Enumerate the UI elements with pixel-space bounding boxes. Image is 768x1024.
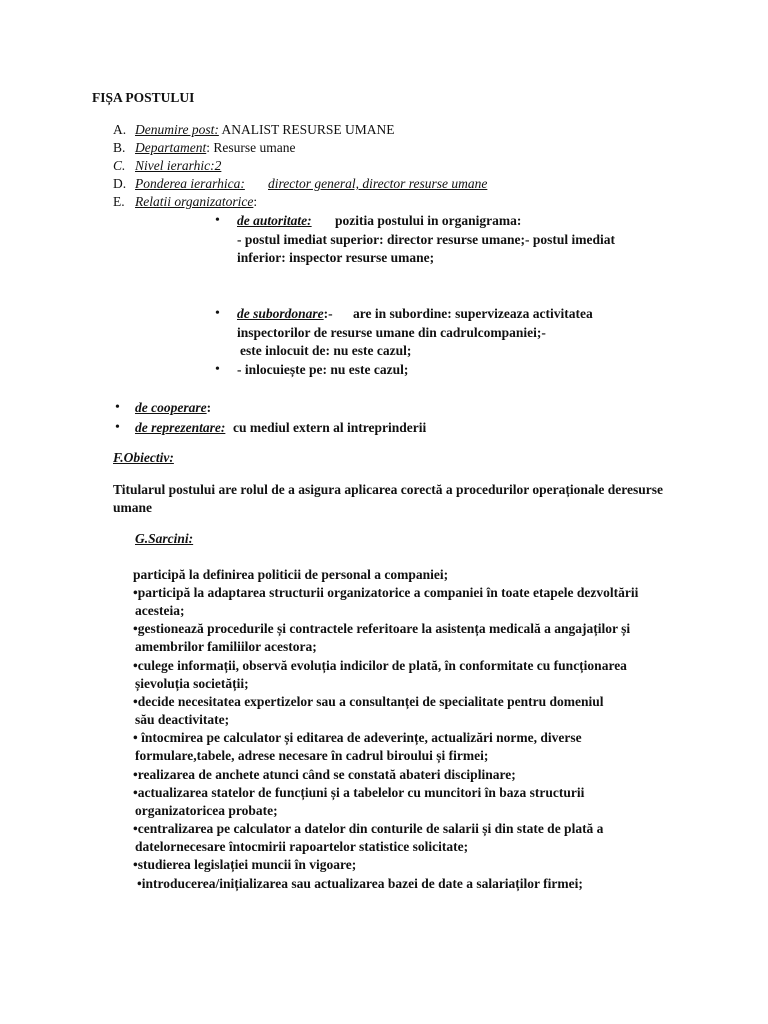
item-a-value: ANALIST RESURSE UMANE <box>218 122 395 137</box>
item-d-value: director general, director resurse umane <box>268 176 488 191</box>
subordonare-line3: este inlocuit de: nu este cazul; <box>240 343 412 358</box>
task-line: participă la definirea politicii de personal a companiei; <box>133 567 449 582</box>
item-e-marker: E. <box>113 194 125 209</box>
task-line: său deactivitate; <box>135 712 230 727</box>
subordonare-text: are in subordine: supervizeaza activitatea <box>353 306 593 321</box>
task-line: •centralizarea pe calculator a datelor din conturile de salarii și din state de plată a <box>133 821 604 836</box>
cooperare-sep: : <box>206 400 212 415</box>
task-line: șievoluția societății; <box>135 676 249 691</box>
item-b-value: : Resurse umane <box>206 140 296 155</box>
autoritate-line2: - postul imediat superior: director resurse umane;- postul imediat <box>237 232 615 247</box>
task-line: acesteia; <box>135 603 185 618</box>
autoritate-text: pozitia postului in organigrama: <box>335 213 522 228</box>
item-c-marker: C. <box>113 158 126 173</box>
item-a-label: Denumire post: <box>135 122 219 137</box>
objective-line2: umane <box>113 500 153 515</box>
document-title: FIȘA POSTULUI <box>92 90 195 105</box>
task-line: •actualizarea statelor de funcțiuni și a tabelelor cu muncitori în baza structurii <box>133 785 585 800</box>
bullet-icon: • <box>215 213 220 228</box>
item-d-label: Ponderea ierarhica: <box>135 176 245 191</box>
task-line: organizatoricea probate; <box>135 803 278 818</box>
item-e-value: : <box>253 194 258 209</box>
item-c-label: Nivel ierarhic:2 <box>135 158 222 173</box>
item-a <box>135 121 395 139</box>
objective-heading: F.Obiectiv: <box>113 450 174 465</box>
bullet-icon: • <box>115 400 120 415</box>
objective-line1: Titularul postului are rolul de a asigura aplicarea corectă a procedurilor operaționale deresurse <box>113 482 663 497</box>
item-e <box>135 193 257 211</box>
bullet-icon: • <box>215 362 220 377</box>
autoritate-line3: inferior: inspector resurse umane; <box>237 250 435 265</box>
task-line: •realizarea de anchete atunci când se constată abateri disciplinare; <box>133 767 516 782</box>
task-line: datelornecesare întocmirii rapoartelor statistice solicitate; <box>135 839 469 854</box>
subordonare-label: de subordonare <box>237 306 324 321</box>
item-d-marker: D. <box>113 176 127 191</box>
subordonare-line2: inspectorilor de resurse umane din cadrulcompaniei;- <box>237 325 546 340</box>
task-line: •participă la adaptarea structurii organizatorice a companiei în toate etapele dezvoltării <box>133 585 639 600</box>
tasks-heading: G.Sarcini: <box>135 531 194 546</box>
cooperare <box>135 399 211 417</box>
item-e-label: Relatii organizatorice <box>135 194 254 209</box>
cooperare-label: de cooperare <box>135 400 207 415</box>
task-line: •studierea legislației muncii în vigoare; <box>133 857 357 872</box>
bullet-icon: • <box>215 306 220 321</box>
subordonare-sep: :- <box>323 306 333 321</box>
item-b <box>135 139 295 157</box>
task-line: • întocmirea pe calculator și editarea de adeverințe, actualizări norme, diverse <box>133 730 582 745</box>
task-line: •introducerea/inițializarea sau actualizarea bazei de date a salariaților firmei; <box>137 876 583 891</box>
reprezentare-text: cu mediul extern al intreprinderii <box>233 420 427 435</box>
item-b-label: Departament <box>135 140 207 155</box>
subordonare <box>237 305 333 323</box>
bullet-icon: • <box>115 420 120 435</box>
task-line: •culege informații, observă evoluția indicilor de plată, în conformitate cu funcționarea <box>133 658 627 673</box>
inlocuieste-text: - inlocuiește pe: nu este cazul; <box>237 362 409 377</box>
task-line: formulare,tabele, adrese necesare în cadrul biroului și firmei; <box>135 748 489 763</box>
task-line: amembrilor familiilor acestora; <box>135 639 317 654</box>
item-b-marker: B. <box>113 140 126 155</box>
item-a-marker: A. <box>113 122 127 137</box>
autoritate-label: de autoritate: <box>237 213 312 228</box>
task-line: •decide necesitatea expertizelor sau a consultanței de specialitate pentru domeniul <box>133 694 604 709</box>
task-line: •gestionează procedurile și contractele referitoare la asistența medicală a angajaților și <box>133 621 631 636</box>
reprezentare-label: de reprezentare: <box>135 420 226 435</box>
